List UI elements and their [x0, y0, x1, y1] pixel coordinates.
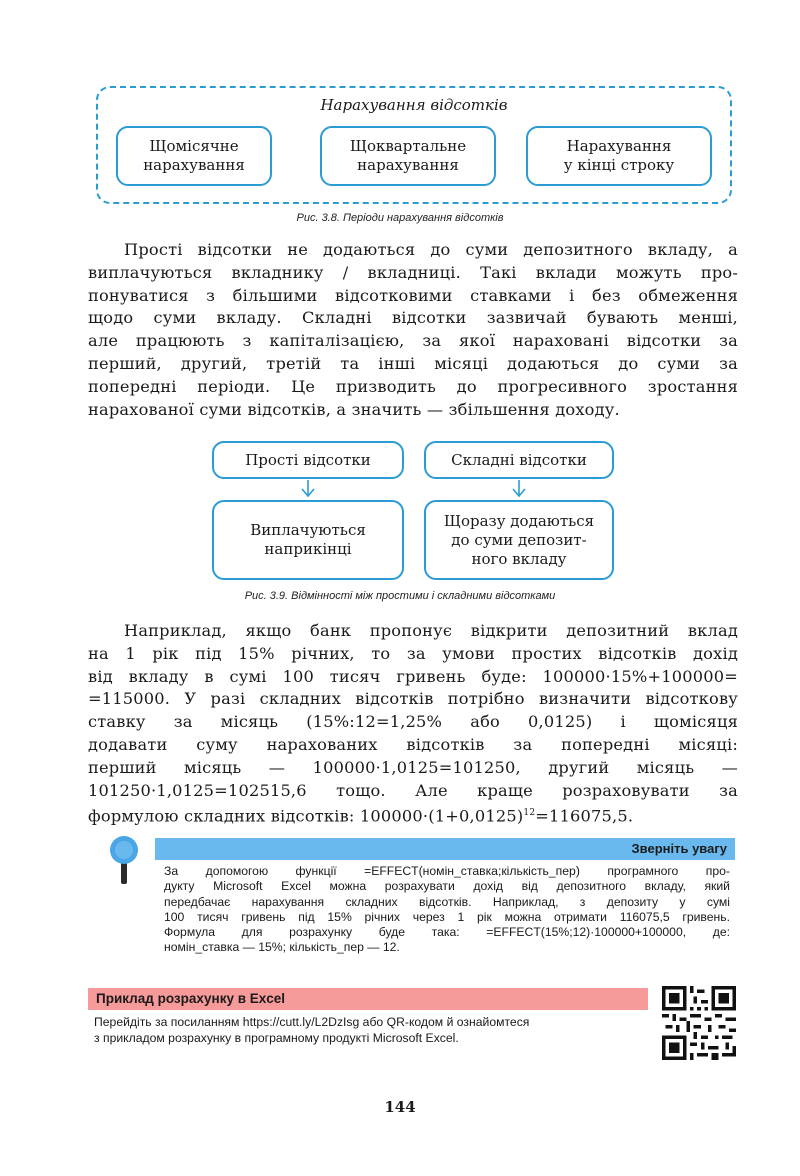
- compound-interest-header: Складні відсотки: [424, 441, 614, 479]
- fig-3-8-title: Нарахування відсотків: [320, 96, 508, 114]
- arrow-down-icon: [301, 480, 315, 498]
- excel-example-label: Приклад розрахунку в Excel: [96, 991, 286, 1006]
- simple-interest-description: Виплачуються наприкінці: [212, 500, 404, 580]
- end-of-term-accrual-box: Нарахування у кінці строку: [526, 126, 712, 186]
- qr-code-icon[interactable]: [662, 986, 736, 1060]
- fig-3-8-caption: Рис. 3.8. Періоди нарахування відсотків: [296, 212, 504, 224]
- attention-text: За допомогою функції =EFFECT(номін_ставка;кількість_пер) програмного про- дукту Microsoft Excel можна розрахувати дохід від депозитного вкладу, який передбачає нарахування складних відсотків. Наприклад, з депозиту у сумі 100 тисяч гривень під 15% річних через 1 рік можна отримати 116075,5 гривень. Формула для розрахунку буде така: =EFFECT(15%;12)·100000+100000, де: номін_ставка — 15%; кількість_пер — 12.: [164, 864, 730, 955]
- simple-interest-header: Прості відсотки: [212, 441, 404, 479]
- page-number: 144: [384, 1098, 416, 1116]
- formula-line: формулою складних відсотків: $100000\cdot(1+0,0125)^{12}=116075,5$.: [88, 806, 634, 826]
- monthly-accrual-box: Щомісячне нарахування: [116, 126, 272, 186]
- fig-3-9-caption: Рис. 3.9. Відмінності між простими і складними відсотками: [244, 590, 556, 602]
- arrow-down-icon: [512, 480, 526, 498]
- magnifier-icon: [104, 834, 144, 886]
- attention-label: Зверніть увагу: [631, 841, 727, 856]
- excel-example-text: Перейдіть за посиланням https://cutt.ly/L2DzIsg або QR-кодом й ознайомтеся з прикладом розрахунку в програмному продукті Microsoft Excel.: [94, 1015, 530, 1045]
- compound-interest-description: Щоразу додаються до суми депозит- ного вкладу: [424, 500, 614, 580]
- paragraph-2: Наприклад, якщо банк пропонує відкрити депозитний вклад на 1 рік під 15% річних, то за умови простих відсотків дохід від вкладу в сумі 100 тисяч гривень буде: 100000·15%+100000= =115000. У разі складних відсотків потрібно визначити відсоткову ставку за місяць (15%:12=1,25% або 0,0125) і щомісяця додавати суму нарахованих відсотків за попередні місяці: перший місяць — 100000·1,0125=101250, другий місяць — 101250·1,0125=102515,6 тощо. Але краще розраховувати за формулою складних відсотків: $100000\cdot(1+0,0125)^{12}=116075,5$.: [88, 620, 738, 829]
- quarterly-accrual-box: Щоквартальне нарахування: [320, 126, 496, 186]
- paragraph-1: Прості відсотки не додаються до суми депозитного вкладу, а виплачуються вкладнику / вкладниці. Такі вклади можуть про- понуватися з більшими відсотковими ставками і без обмеження щодо суми вкладу. Складні відсотки зазвичай бувають менші, але працюють з капіталізацією, за якої нараховані відсотки за перший, другий, третій та інші місяці додаються до суми за попередні періоди. Це призводить до прогресивного зростання нарахованої суми відсотків, а значить — збільшення доходу.: [88, 240, 738, 419]
